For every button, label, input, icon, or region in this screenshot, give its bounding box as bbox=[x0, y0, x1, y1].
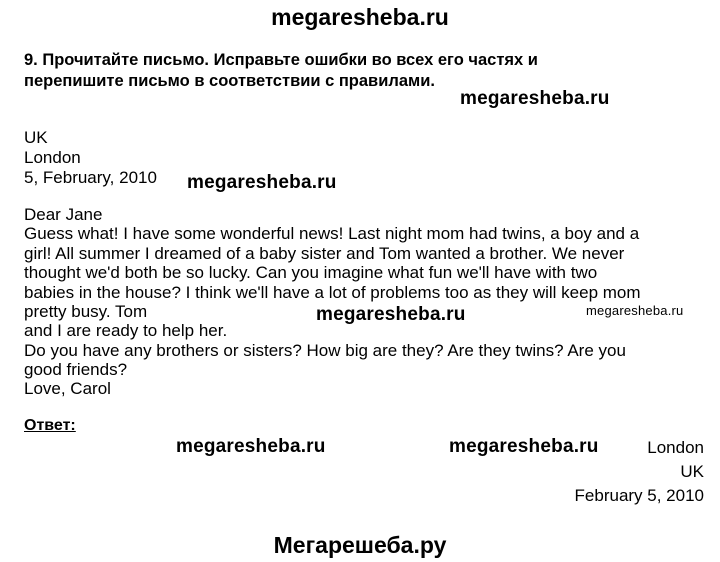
watermark: megaresheba.ru bbox=[460, 88, 610, 109]
footer-watermark: Мегарешеба.ру bbox=[273, 532, 447, 558]
answer-country: UK bbox=[680, 462, 704, 481]
answer-date: February 5, 2010 bbox=[574, 486, 704, 505]
task-line: 9. Прочитайте письмо. Исправьте ошибки во всех его частях и bbox=[24, 51, 538, 69]
letter-address-line: London bbox=[24, 148, 81, 167]
letter-body-line: thought we'd both be so lucky. Can you imagine what fun we'll have with two bbox=[24, 263, 598, 282]
letter-body-line: Do you have any brothers or sisters? How big are they? Are they twins? Are you bbox=[24, 341, 626, 360]
answer-city: London bbox=[647, 438, 704, 457]
header-watermark: megaresheba.ru bbox=[271, 4, 449, 30]
letter-address-line: UK bbox=[24, 128, 48, 147]
answer-label: Ответ: bbox=[24, 417, 76, 434]
task-instruction bbox=[24, 50, 538, 92]
letter-closing: Love, Carol bbox=[24, 379, 111, 398]
letter-date: 5, February, 2010 bbox=[24, 168, 157, 187]
letter-body-line: and I are ready to help her. bbox=[24, 321, 228, 340]
watermark: megaresheba.ru bbox=[449, 436, 599, 457]
task-line: перепишите письмо в соответствии с правилами. bbox=[24, 72, 435, 90]
letter-body-line: pretty busy. Tom bbox=[24, 302, 148, 321]
letter-body-line: good friends? bbox=[24, 360, 128, 379]
watermark: megaresheba.ru bbox=[316, 304, 466, 325]
watermark: megaresheba.ru bbox=[586, 303, 684, 318]
watermark: megaresheba.ru bbox=[187, 172, 337, 193]
watermark: megaresheba.ru bbox=[176, 436, 326, 457]
letter-body-line: girl! All summer I dreamed of a baby sister and Tom wanted a brother. We never bbox=[24, 244, 625, 263]
letter-body-line: Guess what! I have some wonderful news! Last night mom had twins, a boy and a bbox=[24, 224, 640, 243]
letter-body-line: babies in the house? I think we'll have a lot of problems too as they will keep mom bbox=[24, 283, 641, 302]
letter-greeting: Dear Jane bbox=[24, 205, 103, 224]
